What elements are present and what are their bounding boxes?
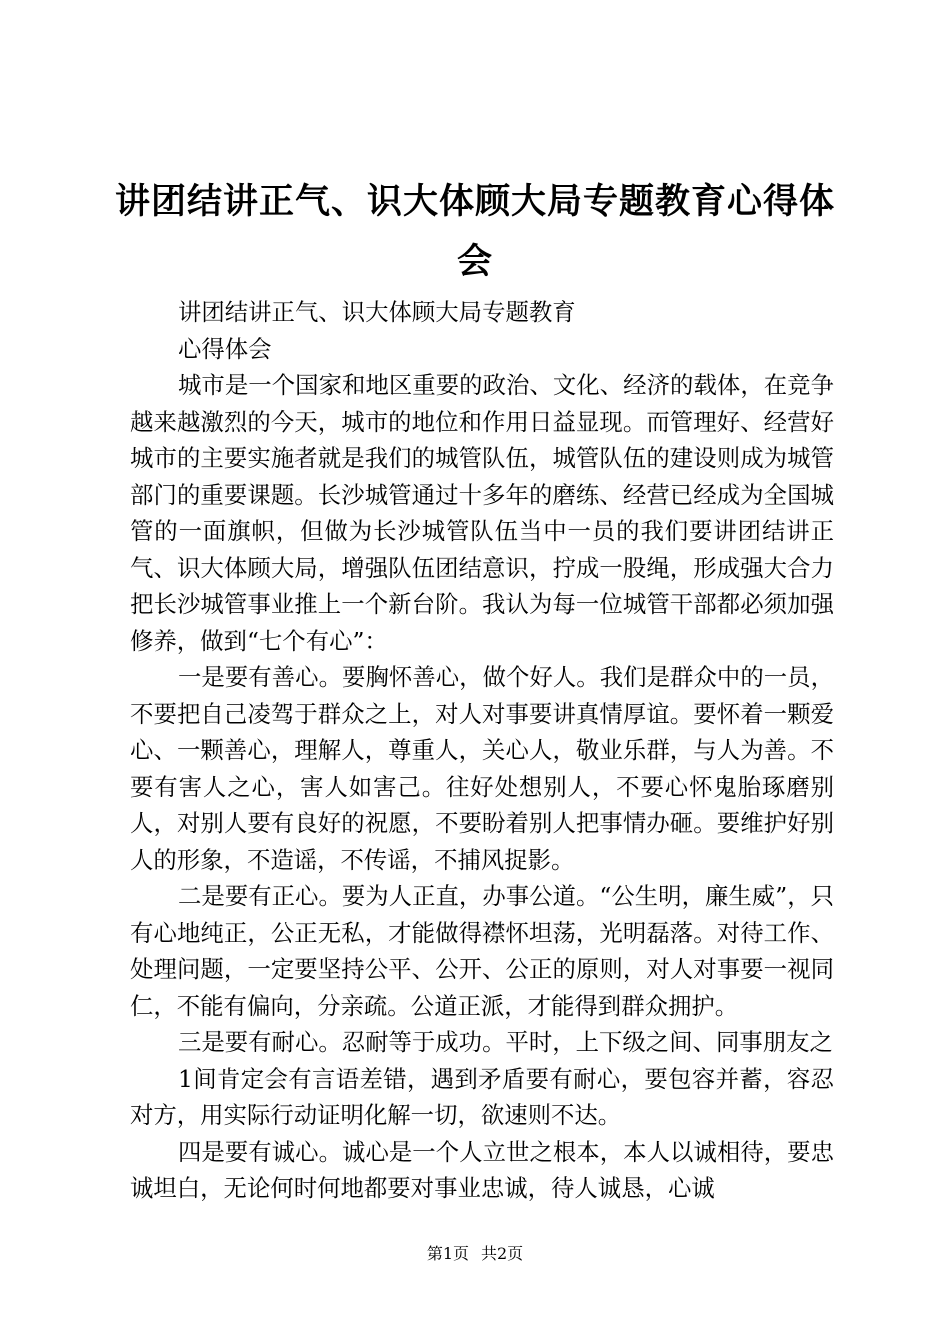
paragraph-patience-start: 三是要有耐心。忍耐等于成功。平时，上下级之间、同事朋友之 xyxy=(178,1028,833,1056)
paragraph-kind-heart: 一是要有善心。要胸怀善心，做个好人。我们是群众中的一员，不要把自己凌驾于群众之上，对人对事要讲真情厚谊。要怀着一颗爱心、一颗善心，理解人，尊重人，关心人，敬业乐群，与人为善。不要有害人之心，害人如害己。往好处想别人，不要心怀鬼胎琢磨别人，对别人要有良好的祝愿，不要盼着别人把事情办砸。要维护好别人的形象，不造谣，不传谣，不捕风捉影。 xyxy=(130,663,834,874)
subtitle-line-2: 心得体会 xyxy=(178,334,272,363)
page-number-current: 第1页 xyxy=(426,1244,469,1263)
subtitle-line-1: 讲团结讲正气、识大体顾大局专题教育 xyxy=(178,298,576,326)
paragraph-patience-continued: 1间肯定会有言语差错，遇到矛盾要有耐心，要包容并蓄，容忍对方，用实际行动证明化解一切，欲速则不达。 xyxy=(130,1064,834,1129)
paragraph-upright-heart: 二是要有正心。要为人正直，办事公道。“公生明，廉生威”，只有心地纯正，公正无私，才能做得襟怀坦荡，光明磊落。对待工作、处理问题，一定要坚持公平、公开、公正的原则，对人对事要一视同仁，不能有偏向，分亲疏。公道正派，才能得到群众拥护。 xyxy=(130,882,834,1020)
document-title: 讲团结讲正气、识大体顾大局专题教育心得体会 xyxy=(114,182,835,282)
paragraph-sincerity: 四是要有诚心。诚心是一个人立世之根本，本人以诚相待，要忠诚坦白，无论何时何地都要对事业忠诚，待人诚恳，心诚 xyxy=(130,1137,834,1202)
page-footer xyxy=(0,1244,950,1264)
document-body xyxy=(130,294,834,1207)
paragraph-intro: 城市是一个国家和地区重要的政治、文化、经济的载体，在竞争越来越激烈的今天，城市的地位和作用日益显现。而管理好、经营好城市的主要实施者就是我们的城管队伍，城管队伍的建设则成为城管部门的重要课题。长沙城管通过十多年的磨练、经营已经成为全国城管的一面旗帜，但做为长沙城管队伍当中一员的我们要讲团结讲正气、识大体顾大局，增强队伍团结意识，拧成一股绳，形成强大合力把长沙城管事业推上一个新台阶。我认为每一位城管干部都必须加强修养，做到“七个有心”： xyxy=(130,371,834,655)
page-number-total: 共2页 xyxy=(481,1244,524,1263)
